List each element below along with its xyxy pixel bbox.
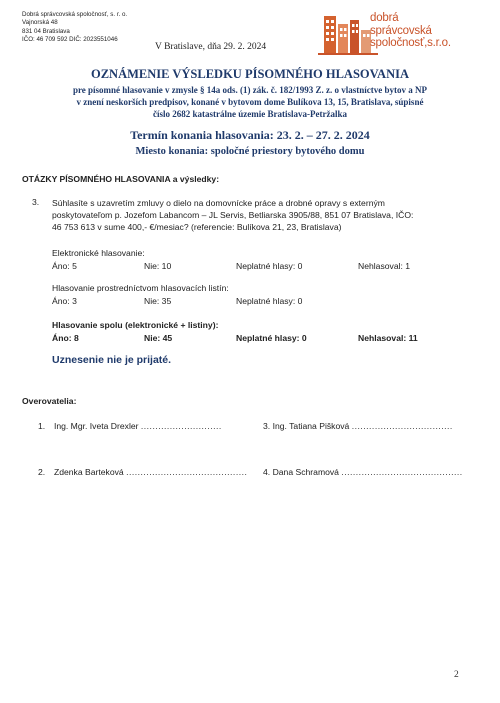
signature-line: .......................................... <box>341 467 463 477</box>
verifier-number: 1. <box>38 421 46 431</box>
verifier-3 <box>263 421 453 431</box>
question-line1: Súhlasíte s uzavretím zmluvy o dielo na domovnícke práce a drobné opravy s externým <box>52 198 385 208</box>
signature-line: ............................ <box>140 421 222 431</box>
subtitle-line1: pre písomné hlasovanie v zmysle § 14a ods. (1) zák. č. 182/1993 Z. z. o vlastníctve bytov a NP <box>72 85 428 95</box>
question-line3: 46 753 613 v sume 400,- €/mesiac? (referencie: Bulíkova 21, 23, Bratislava) <box>52 222 342 232</box>
logo-line3: spoločnosť,s.r.o. <box>370 37 451 49</box>
verifier-name: Zdenka Barteková <box>53 467 124 477</box>
question-number: 3. <box>32 197 40 207</box>
electronic-yes: Áno: 5 <box>52 261 77 271</box>
total-label: Hlasovanie spolu (elektronické + listiny): <box>52 320 219 330</box>
verifier-4 <box>263 467 463 477</box>
voting-term: Termín konania hlasovania: 23. 2. – 27. 2. 2024 <box>130 128 370 142</box>
paper-yes: Áno: 3 <box>52 296 77 306</box>
verifier-number: 4. <box>263 467 271 477</box>
page-number: 2 <box>454 670 459 680</box>
signature-line: .......................................... <box>126 467 248 477</box>
electronic-label: Elektronické hlasovanie: <box>52 248 145 258</box>
question-line2: poskytovateľom p. Jozefom Labancom – JL Servis, Betliarska 3905/88, 851 07 Bratislava, IČO: <box>52 210 414 220</box>
paper-no: Nie: 35 <box>144 296 172 306</box>
verifier-number: 2. <box>38 467 46 477</box>
questions-heading: OTÁZKY PÍSOMNÉHO HLASOVANIA a výsledky: <box>22 174 220 184</box>
company-city: 831 04 Bratislava <box>22 27 70 35</box>
verifier-1 <box>38 421 222 431</box>
company-ids: IČO: 46 709 592 DIČ: 2023551046 <box>22 35 118 43</box>
paper-label: Hlasovanie prostredníctvom hlasovacích listín: <box>52 283 229 293</box>
subtitle <box>0 84 500 120</box>
question-text <box>52 197 472 233</box>
total-invalid: Neplatné hlasy: 0 <box>236 333 307 343</box>
paper-invalid: Neplatné hlasy: 0 <box>236 296 303 306</box>
total-no: Nie: 45 <box>144 333 173 343</box>
subtitle-line2: v znení neskorších predpisov, konané v bytovom dome Bulíkova 13, 15, Bratislava, súpisné <box>76 97 424 107</box>
verifier-2 <box>38 467 247 477</box>
verifier-name: Dana Schramová <box>272 467 339 477</box>
electronic-abstain: Nehlasoval: 1 <box>358 261 411 271</box>
company-logo <box>318 10 478 58</box>
page-title: OZNÁMENIE VÝSLEDKU PÍSOMNÉHO HLASOVANIA <box>91 67 409 81</box>
verifier-number: 3. <box>263 421 271 431</box>
logo-line2: správcovská <box>370 24 432 37</box>
subtitle-line3: číslo 2682 katastrálne územie Bratislava-Petržalka <box>153 109 347 119</box>
building-logo-icon <box>318 12 378 56</box>
electronic-no: Nie: 10 <box>144 261 172 271</box>
company-street: Vajnorská 48 <box>22 19 58 27</box>
signature-line: ................................... <box>351 421 453 431</box>
logo-text <box>370 13 451 49</box>
resolution: Uznesenie nie je prijaté. <box>52 354 172 366</box>
total-abstain: Nehlasoval: 11 <box>358 333 418 343</box>
verifier-name: Ing. Mgr. Iveta Drexler <box>53 421 139 431</box>
electronic-invalid: Neplatné hlasy: 0 <box>236 261 303 271</box>
logo-line1: dobrá <box>370 12 399 24</box>
verifiers-heading: Overovatelia: <box>22 396 77 406</box>
total-yes: Áno: 8 <box>52 333 79 343</box>
voting-place: Miesto konania: spoločné priestory bytového domu <box>135 146 365 157</box>
company-header <box>22 11 127 44</box>
date-line: V Bratislave, dňa 29. 2. 2024 <box>155 42 267 52</box>
company-name: Dobrá správcovská spoločnosť, s. r. o. <box>22 11 128 18</box>
verifier-name: Ing. Tatiana Pišková <box>272 421 350 431</box>
